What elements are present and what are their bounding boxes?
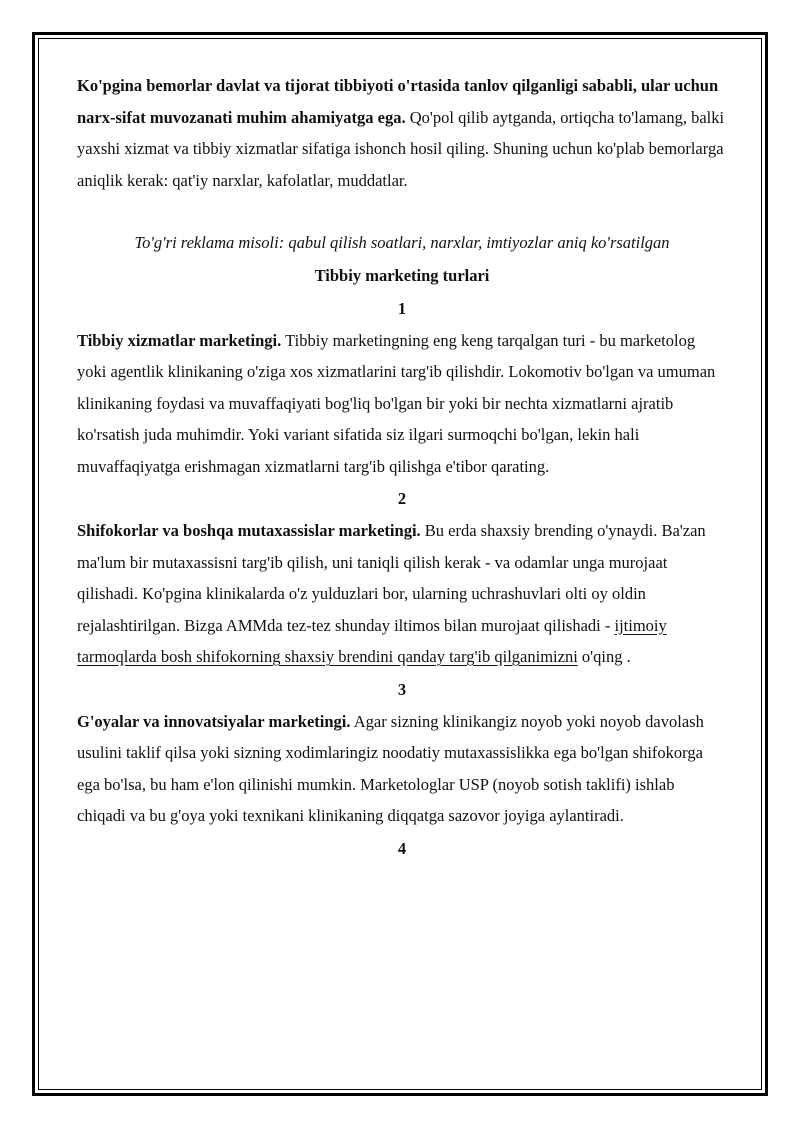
section-paragraph-1 — [77, 325, 727, 483]
article-link[interactable]: ijtimoiy tarmoqlarda bosh shifokorning shaxsiy brendini qanday targ'ib qilganimizni — [77, 615, 667, 666]
section-paragraph-2 — [77, 515, 727, 673]
section-number-4: 4 — [397, 838, 407, 858]
section-title-2: Shifokorlar va boshqa mutaxassislar marketingi. — [77, 521, 421, 540]
section-title-3: G'oyalar va innovatsiyalar marketingi. — [77, 711, 351, 731]
section-number-1: 1 — [397, 298, 407, 318]
section-text-3: Agar sizning klinikangiz noyob yoki noyob davolash usulini taklif qilsa yoki sizning xodimlaringiz noodatiy mutaxassislikka ega bo'lgan shifokorga ega bo'lsa, bu ham e'lon qilinishi mumkin. Marketologlar USP (noyob sotish taklifi) ishlab chiqadi va bu g'oya yoki texnikani klinikaning diqqatga sazovor joyiga aylantiradi. — [77, 711, 704, 825]
intro-text: Qo'pol qilib aytganda, ortiqcha to'lamang, balki yaxshi xizmat va tibbiy xizmatlar sifatiga ishonch hosil qiling. Shuning uchun ko'plab bemorlarga aniqlik kerak: qat'iy narxlar, kafolatlar, muddatlar. — [77, 107, 725, 190]
section-paragraph-3 — [77, 706, 727, 832]
section-text-2-after: o'qing . — [577, 647, 631, 666]
section-number-2: 2 — [397, 489, 407, 508]
section-number-3: 3 — [397, 679, 407, 699]
section-text-2: Bu erda shaxsiy brending o'ynaydi. Ba'zan ma'lum bir mutaxassisni targ'ib qilish, uni taniqli qilish kerak - va odamlar unga murojaat qilishadi. Ko'pgina klinikalarda o'z yulduzlari bor, ularning uchrashuvlari olti oy oldin rejalashtirilgan. Bizga AMMda tez-tez shunday iltimos bilan murojaat qilishadi - — [77, 521, 706, 635]
section-heading: Tibbiy marketing turlari — [314, 265, 490, 285]
section-text-1: Tibbiy marketingning eng keng tarqalgan turi - bu marketolog yoki agentlik klinikaning o'ziga xos xizmatlarini targ'ib qilishdir. Lokomotiv bo'lgan va umuman klinikaning foydasi va muvaffaqiyati bog'liq bo'lgan bir yoki bir nechta xizmatlarni ajratib ko'rsatish juda muhimdir. Yoki variant sifatida siz ilgari surmoqchi bo'lgan, lekin hali muvaffaqiyatga erishmagan xizmatlarni targ'ib qilishga e'tibor qarating. — [77, 330, 716, 476]
intro-bold-text: Ko'pgina bemorlar davlat va tijorat tibbiyoti o'rtasida tanlov qilganligi sababli, ular uchun narx-sifat muvozanati muhim ahamiyatga ega. — [77, 76, 719, 127]
section-title-1: Tibbiy xizmatlar marketingi. — [77, 330, 282, 350]
document-body — [77, 70, 727, 865]
intro-paragraph — [77, 70, 727, 196]
image-caption: To'g'ri reklama misoli: qabul qilish soatlari, narxlar, imtiyozlar aniq ko'rsatilgan — [134, 233, 670, 252]
